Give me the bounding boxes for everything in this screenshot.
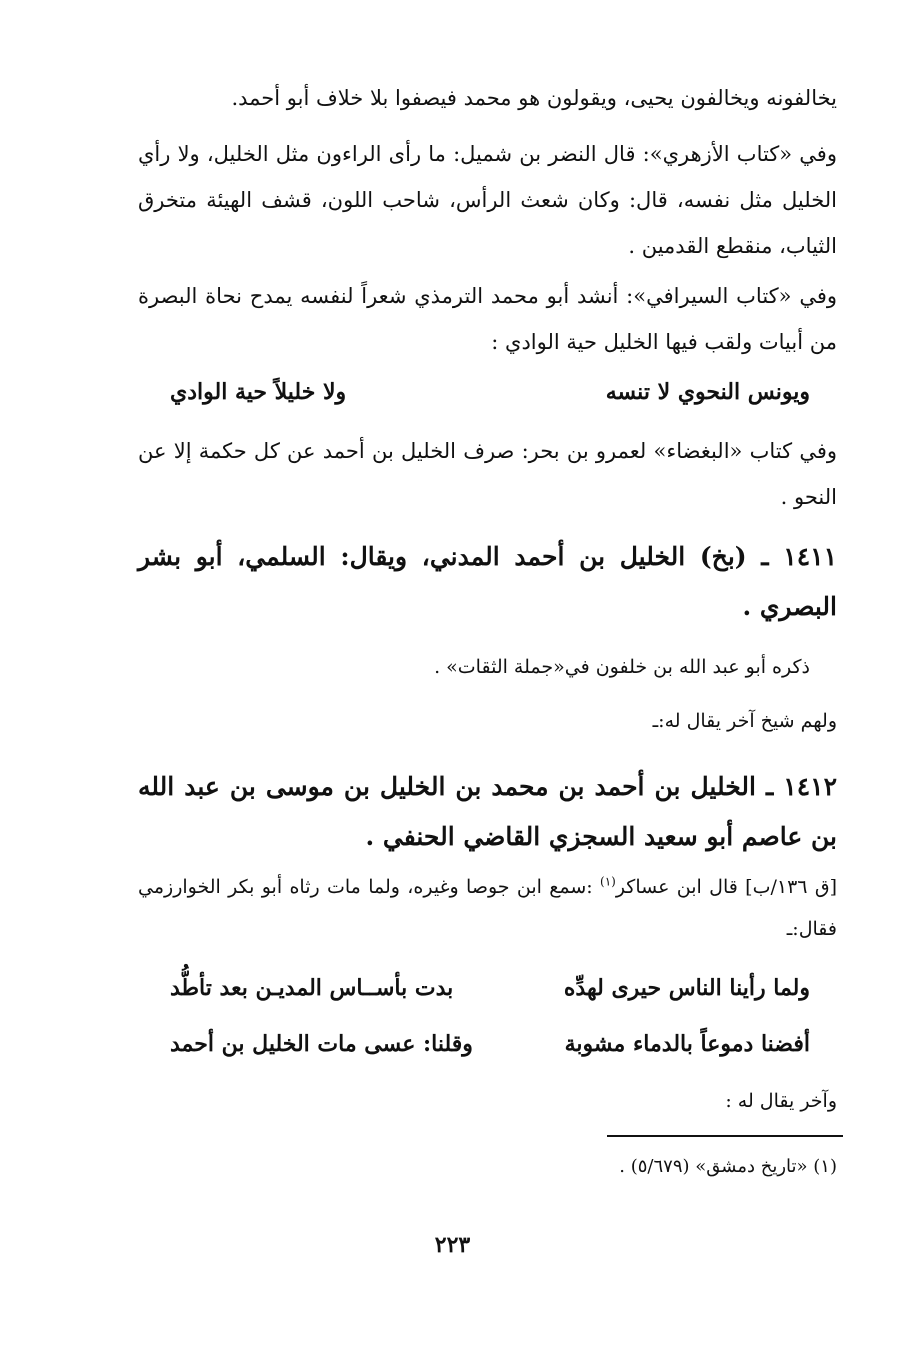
paragraph-khalfun: ذكره أبو عبد الله بن خلفون في«جملة الثقات» . <box>434 656 810 678</box>
paragraph-another: وآخر يقال له : <box>725 1090 837 1112</box>
entry-1411-heading: ١٤١١ ـ (بخ) الخليل بن أحمد المدني، ويقال: السلمي، أبو بشر البصري . <box>138 542 837 621</box>
ibn-asakir-text-end: :سمع ابن جوصا وغيره، ولما مات رثاه أبو بكر الخوارزمي فقال:ـ <box>138 876 837 940</box>
paragraph-azhari: وفي «كتاب الأزهري»: قال النضر بن شميل: ما رأى الراءون مثل الخليل، ولا رأي الخليل مثل نفسه، قال: وكان شعث الرأس، شاحب اللون، قشف الهيئة متخرق الثياب، منقطع القدمين . <box>138 142 837 258</box>
paragraph-1: يخالفونه ويخالفون يحيى، ويقولون هو محمد فيصفوا بلا خلاف أبو أحمد. <box>231 86 837 110</box>
verse-2-second-hemistich: بدت بأســاس المديـن بعد تأطُّد <box>170 975 454 1001</box>
paragraph-another-sheikh: ولهم شيخ آخر يقال له:ـ <box>652 710 837 732</box>
paragraph-ibn-asakir <box>138 866 837 950</box>
footnote-divider <box>607 1135 843 1137</box>
verse-3-second-hemistich: وقلنا: عسى مات الخليل بن أحمد <box>170 1031 473 1057</box>
entry-1412-heading: ١٤١٢ ـ الخليل بن أحمد بن محمد بن الخليل بن موسى بن عبد الله بن عاصم أبو سعيد السجزي القاضي الحنفي . <box>138 772 837 851</box>
paragraph-baghda: وفي كتاب «البغضاء» لعمرو بن بحر: صرف الخليل بن أحمد عن كل حكمة إلا عن النحو . <box>138 439 837 509</box>
verse-line-2 <box>170 968 810 1008</box>
footnote-marker: (١) <box>600 874 616 889</box>
paragraph-sirafi: وفي «كتاب السيرافي»: أنشد أبو محمد الترمذي شعراً لنفسه يمدح نحاة البصرة من أبيات ولقب فيها الخليل حية الوادي : <box>138 284 837 354</box>
verse-1-first-hemistich: ويونس النحوي لا تنسه <box>605 379 810 405</box>
verse-1-second-hemistich: ولا خليلاً حية الوادي <box>170 379 347 405</box>
verse-3-first-hemistich: أفضنا دموعاً بالدماء مشوبة <box>564 1031 810 1057</box>
verse-2-first-hemistich: ولما رأينا الناس حيرى لهدِّه <box>563 975 810 1001</box>
verse-line-1 <box>170 372 810 412</box>
ibn-asakir-text-start: [ق ١٣٦/ب] قال ابن عساكر <box>615 876 837 898</box>
footnote-1: (١) «تاريخ دمشق» (٥/٦٧٩) . <box>619 1156 837 1177</box>
verse-line-3 <box>170 1024 810 1064</box>
page-number: ٢٢٣ <box>434 1232 471 1258</box>
